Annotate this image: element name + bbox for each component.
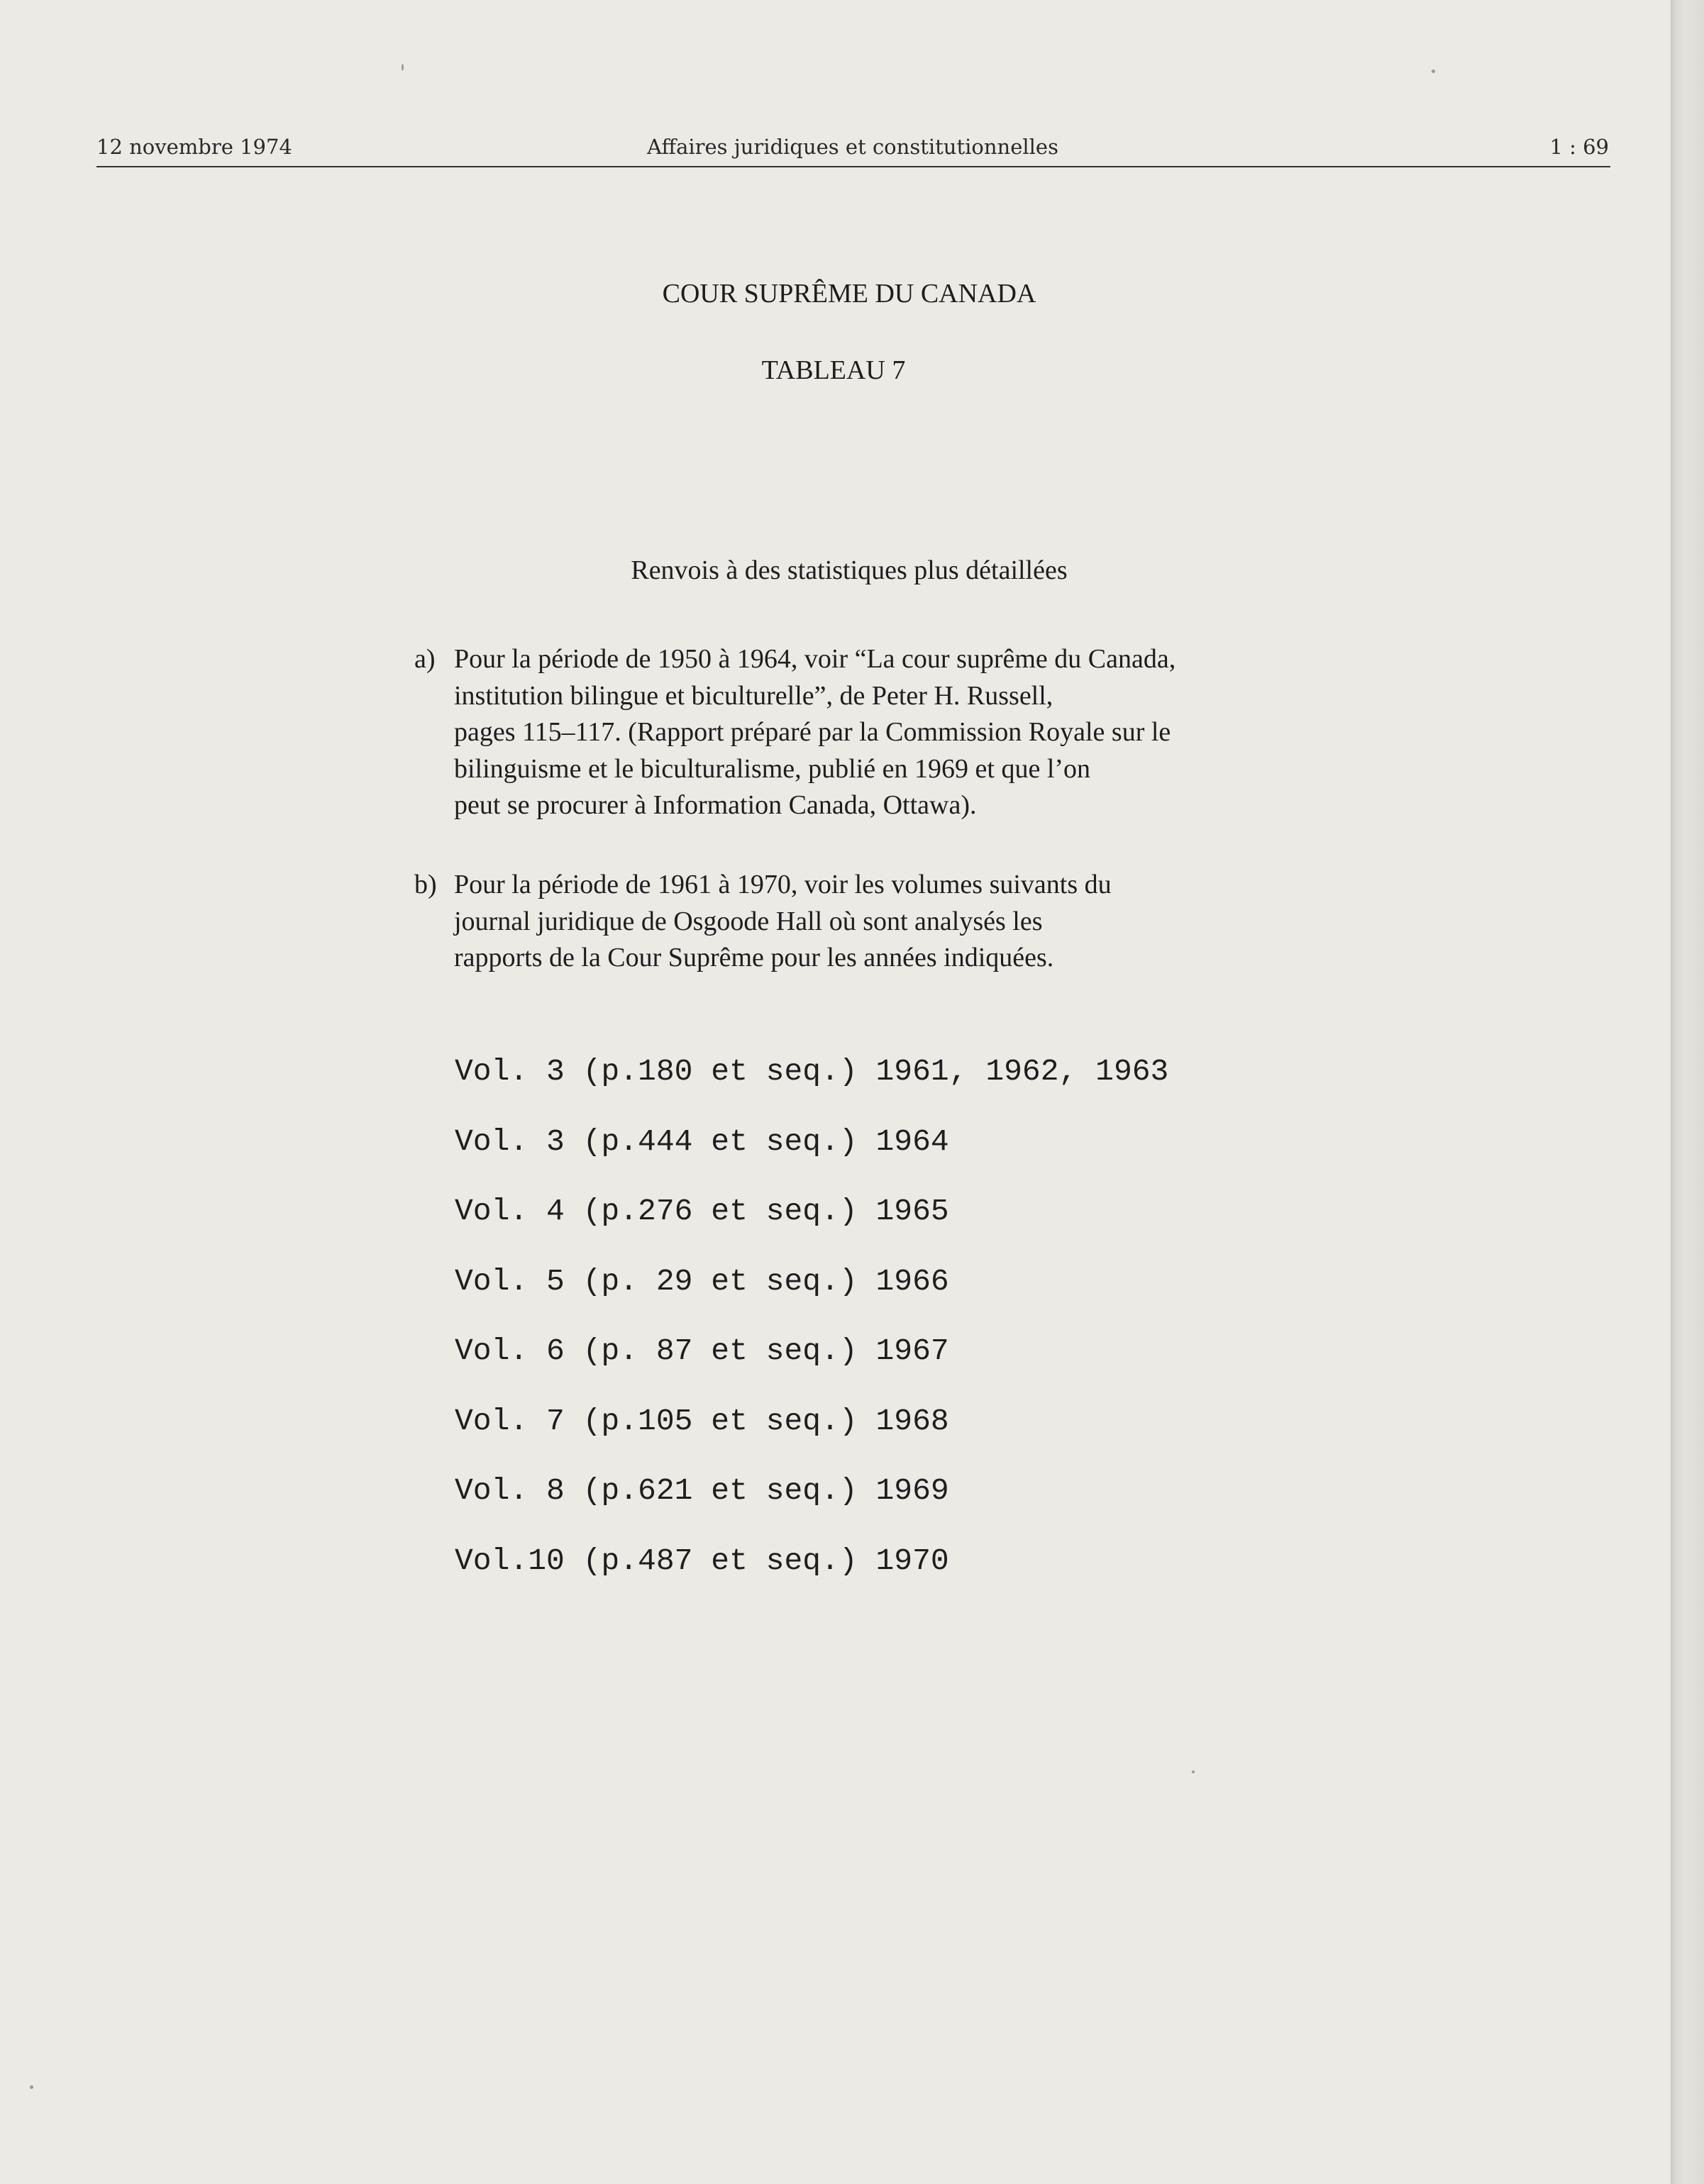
paragraph-b bbox=[414, 867, 1112, 977]
paragraph-marker: b) bbox=[414, 870, 437, 899]
header-rule bbox=[96, 166, 1610, 167]
paragraph-line: peut se procurer à Information Canada, Ottawa). bbox=[454, 790, 977, 820]
paragraph-line: pages 115–117. (Rapport préparé par la Commission Royale sur le bbox=[454, 717, 1171, 747]
paragraph-line: institution bilingue et biculturelle”, de Peter H. Russell, bbox=[454, 680, 1053, 711]
volume-entry: Vol. 6 (p. 87 et seq.) 1967 bbox=[455, 1334, 949, 1368]
paragraph-a bbox=[414, 641, 1175, 824]
volume-list bbox=[455, 1054, 1168, 1613]
volume-entry: Vol. 3 (p.444 et seq.) 1964 bbox=[455, 1124, 949, 1159]
paper-speck bbox=[1432, 70, 1435, 73]
running-header bbox=[96, 132, 1609, 167]
table-heading: TABLEAU 7 bbox=[761, 355, 906, 385]
court-heading: COUR SUPRÊME DU CANADA bbox=[662, 279, 1036, 309]
paragraph-line: rapports de la Cour Suprême pour les années indiquées. bbox=[454, 943, 1054, 972]
volume-entry: Vol. 3 (p.180 et seq.) 1961, 1962, 1963 bbox=[455, 1054, 1169, 1089]
paper-speck bbox=[1192, 1770, 1195, 1773]
paper-speck bbox=[30, 2085, 33, 2089]
paragraph-line: bilinguisme et le biculturalisme, publié en 1969 et que l’on bbox=[454, 753, 1091, 784]
paper-speck bbox=[402, 64, 404, 71]
volume-entry: Vol. 4 (p.276 et seq.) 1965 bbox=[455, 1194, 949, 1229]
volume-entry: Vol. 8 (p.621 et seq.) 1969 bbox=[455, 1473, 949, 1508]
header-date: 12 novembre 1974 bbox=[96, 135, 292, 159]
volume-entry: Vol. 7 (p.105 et seq.) 1968 bbox=[455, 1403, 949, 1439]
section-subtitle: Renvois à des statistiques plus détaillées bbox=[631, 555, 1068, 585]
paragraph-line: Pour la période de 1961 à 1970, voir les volumes suivants du bbox=[454, 870, 1112, 899]
paragraph-line: journal juridique de Osgoode Hall où sont analysés les bbox=[454, 906, 1043, 936]
paragraph-line: Pour la période de 1950 à 1964, voir “La cour suprême du Canada, bbox=[454, 644, 1176, 674]
paragraph-marker: a) bbox=[414, 644, 436, 674]
volume-entry: Vol. 5 (p. 29 et seq.) 1966 bbox=[455, 1263, 949, 1299]
header-page-number: 1 : 69 bbox=[1549, 135, 1609, 159]
page-edge bbox=[1671, 0, 1704, 2184]
volume-entry: Vol.10 (p.487 et seq.) 1970 bbox=[455, 1543, 949, 1578]
header-title: Affaires juridiques et constitutionnelles bbox=[647, 135, 1058, 159]
